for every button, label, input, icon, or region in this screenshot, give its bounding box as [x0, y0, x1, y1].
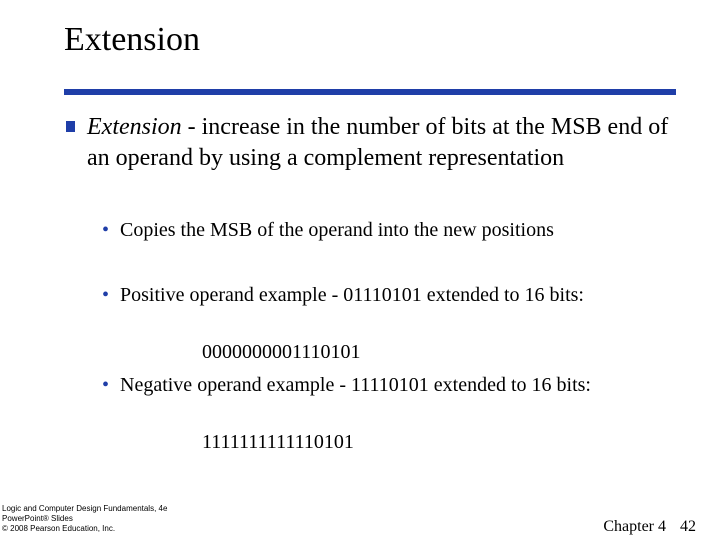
bullet-dot-icon: • — [102, 219, 110, 241]
square-bullet-icon — [66, 121, 75, 132]
bullet-dot-icon: • — [102, 284, 110, 306]
slide-title: Extension — [64, 21, 200, 58]
chapter-label: Chapter 4 — [603, 518, 666, 535]
title-underline — [64, 89, 676, 95]
publisher-credit — [2, 504, 167, 534]
positive-extended-value: 0000000001110101 — [202, 341, 361, 363]
slide-footer — [589, 517, 696, 537]
subbullet-text: Copies the MSB of the operand into the new positions — [120, 219, 554, 241]
bullet-definition: - increase in the number of bits at the MSB end of an operand by using a complement representation — [87, 114, 669, 171]
bullet-dot-icon: • — [102, 374, 110, 396]
book-title: Logic and Computer Design Fundamentals, 4e — [2, 504, 168, 513]
main-bullet-text — [87, 112, 677, 174]
bullet-term: Extension — [87, 114, 182, 140]
subbullet-text: Negative operand example - 11110101 extended to 16 bits: — [120, 374, 591, 396]
page-number: 42 — [680, 518, 696, 535]
subbullet-text: Positive operand example - 01110101 extended to 16 bits: — [120, 284, 584, 306]
negative-extended-value: 1111111111110101 — [202, 431, 354, 453]
slides-label: PowerPoint® Slides — [2, 514, 73, 523]
copyright: © 2008 Pearson Education, Inc. — [2, 524, 116, 533]
